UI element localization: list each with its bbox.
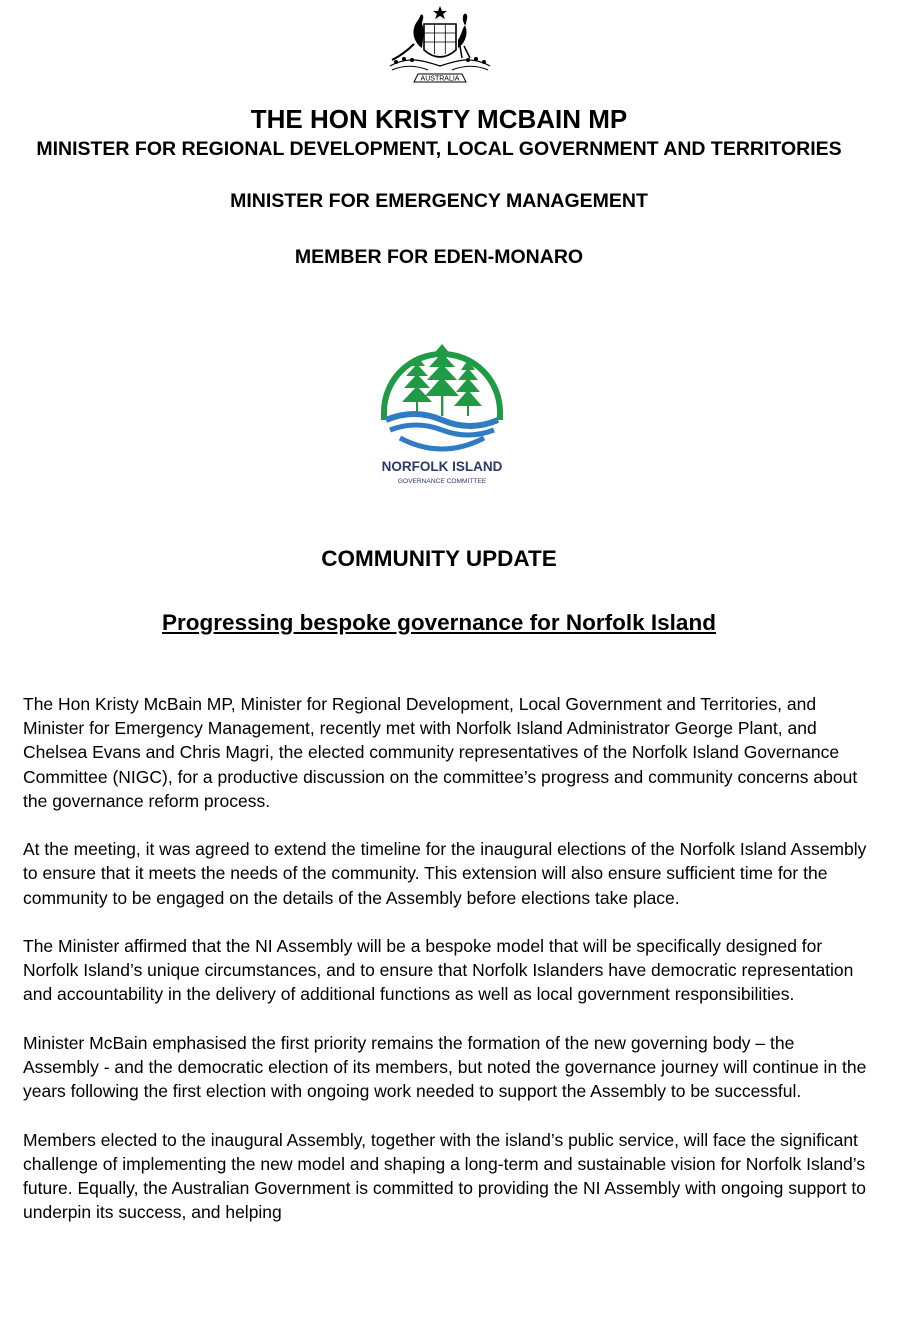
document-body — [23, 692, 868, 1249]
document-subtitle — [0, 609, 878, 637]
document-subtitle-text: Progressing bespoke governance for Norfolk Island — [162, 610, 716, 635]
body-paragraph: Members elected to the inaugural Assembly, together with the island’s public service, will face the significant challenge of implementing the new model and shaping a long-term and sustainable vision for Norfolk Island’s future. Equally, the Australian Government is committed to providing the NI Assembly with ongoing support to underpin its success, and helping — [23, 1129, 867, 1223]
minister-role-emergency: MINISTER FOR EMERGENCY MANAGEMENT — [230, 190, 648, 212]
member-electorate: MEMBER FOR EDEN-MONARO — [294, 246, 584, 268]
coat-of-arms-icon — [378, 4, 502, 88]
body-paragraph: The Hon Kristy McBain MP, Minister for Regional Development, Local Government and Territories, and Minister for Emergency Management, recently met with Norfolk Island Administrator George Plant, and Chelsea Evans and Chris Magri, the elected community representatives of the Norfolk Island Governance Committee (NIGC), for a productive discussion on the committee’s progress and community concerns about the governance reform process. — [23, 694, 858, 811]
norfolk-pine-logo-icon — [384, 344, 500, 449]
body-paragraph: The Minister affirmed that the NI Assembly will be a bespoke model that will be specifically designed for Norfolk Island’s unique circumstances, and to ensure that Norfolk Islanders have democratic representation and accountability in the delivery of additional functions as well as local government responsibilities. — [23, 936, 854, 1005]
logo-title: NORFOLK ISLAND — [381, 459, 503, 474]
minister-role-regional: MINISTER FOR REGIONAL DEVELOPMENT, LOCAL GOVERNMENT AND TERRITORIES — [36, 138, 842, 160]
minister-name: THE HON KRISTY MCBAIN MP — [250, 104, 628, 134]
crest-ribbon-text: AUSTRALIA — [420, 75, 460, 83]
logo-subtitle: GOVERNANCE COMMITTEE — [397, 478, 487, 485]
document-heading: COMMUNITY UPDATE — [321, 546, 557, 571]
norfolk-island-logo — [352, 320, 532, 500]
body-paragraph: Minister McBain emphasised the first priority remains the formation of the new governing body – the Assembly - and the democratic election of its members, but noted the governance journey will continue in the years following the first election with ongoing work needed to support the Assembly to be successful. — [23, 1032, 867, 1102]
body-paragraph: At the meeting, it was agreed to extend the timeline for the inaugural elections of the Norfolk Island Assembly to ensure that it meets the needs of the community. This extension will also ensure sufficient time for the community to be engaged on the details of the Assembly before elections take place. — [23, 839, 867, 908]
